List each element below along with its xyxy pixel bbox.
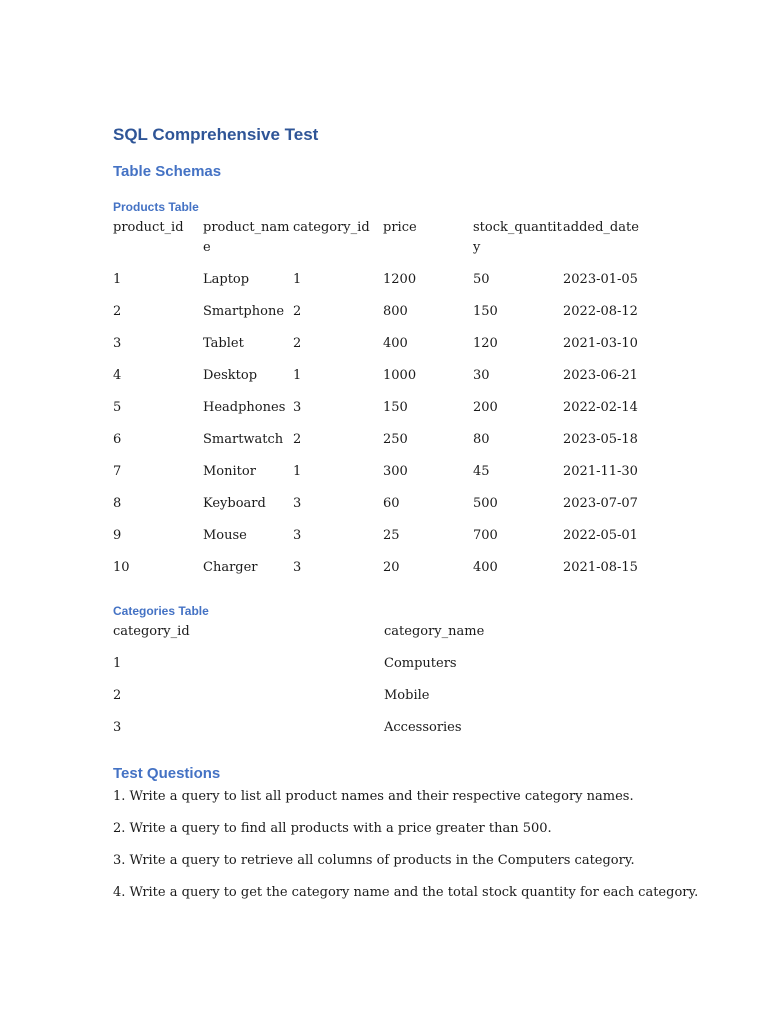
table-cell: 250: [383, 432, 408, 447]
table-cell: 2: [113, 304, 122, 319]
table-cell: 400: [473, 560, 498, 575]
table-cell: 3: [293, 496, 302, 511]
table-cell: 7: [113, 464, 122, 479]
table-cell: Laptop: [203, 272, 250, 287]
table-row: [113, 718, 564, 750]
categories-column-header: category_id: [113, 624, 190, 639]
table-cell: 150: [383, 400, 408, 415]
table-cell: 25: [383, 528, 400, 543]
table-row: [113, 270, 653, 302]
table-cell: 1: [113, 272, 122, 287]
table-row: [113, 366, 653, 398]
table-cell: Monitor: [203, 464, 256, 479]
table-cell: 3: [293, 400, 302, 415]
table-cell: 2023-06-21: [563, 368, 638, 383]
table-cell: Smartphone: [203, 304, 285, 319]
table-cell: 1: [293, 464, 302, 479]
table-cell: 2021-03-10: [563, 336, 638, 351]
table-cell: 60: [383, 496, 400, 511]
question-item: 4. Write a query to get the category name and the total stock quantity for each category.: [113, 885, 699, 900]
table-row: [113, 430, 653, 462]
table-row: [113, 398, 653, 430]
table-cell: 2: [293, 304, 302, 319]
question-item: 3. Write a query to retrieve all columns of products in the Computers category.: [113, 853, 635, 868]
table-cell: Headphones: [203, 400, 286, 415]
table-cell: 45: [473, 464, 490, 479]
table-cell: 700: [473, 528, 498, 543]
table-cell: 3: [113, 336, 122, 351]
table-cell: Charger: [203, 560, 258, 575]
table-cell: Desktop: [203, 368, 258, 383]
table-cell: Accessories: [384, 720, 462, 735]
question-item: 1. Write a query to list all product names and their respective category names.: [113, 789, 634, 804]
table-cell: 3: [113, 720, 122, 735]
table-cell: Computers: [384, 656, 457, 671]
products-table: [113, 218, 653, 590]
categories-table: [113, 622, 564, 750]
products-column-header: added_date: [563, 220, 639, 235]
table-cell: 3: [293, 528, 302, 543]
table-cell: 1000: [383, 368, 417, 383]
table-cell: 2021-11-30: [563, 464, 638, 479]
products-column-header: stock_quantity: [473, 220, 562, 255]
table-cell: 1200: [383, 272, 417, 287]
table-cell: 9: [113, 528, 122, 543]
table-row: [113, 334, 653, 366]
table-cell: 2023-05-18: [563, 432, 638, 447]
table-cell: Keyboard: [203, 496, 266, 511]
table-row: [113, 302, 653, 334]
document-title: SQL Comprehensive Test: [113, 125, 319, 144]
table-cell: 2021-08-15: [563, 560, 638, 575]
categories-header-row: [113, 622, 564, 654]
products-header-row: [113, 218, 653, 270]
schemas-heading: Table Schemas: [113, 163, 222, 180]
table-cell: 2023-01-05: [563, 272, 638, 287]
table-cell: 1: [293, 368, 302, 383]
table-cell: 150: [473, 304, 498, 319]
question-item: 2. Write a query to find all products with a price greater than 500.: [113, 821, 552, 836]
table-cell: 400: [383, 336, 408, 351]
products-column-header: category_id: [293, 220, 370, 235]
table-cell: 80: [473, 432, 490, 447]
table-cell: 300: [383, 464, 408, 479]
table-cell: 8: [113, 496, 122, 511]
table-cell: 4: [113, 368, 122, 383]
table-cell: 2: [293, 336, 302, 351]
table-row: [113, 494, 653, 526]
table-cell: 2: [113, 688, 122, 703]
table-row: [113, 526, 653, 558]
products-column-header: product_name: [203, 220, 290, 255]
table-row: [113, 558, 653, 590]
table-cell: 2: [293, 432, 302, 447]
table-row: [113, 686, 564, 718]
table-cell: 50: [473, 272, 490, 287]
products-column-header: product_id: [113, 220, 184, 235]
table-cell: 3: [293, 560, 302, 575]
table-cell: 6: [113, 432, 122, 447]
questions-list: [113, 787, 698, 915]
table-cell: 30: [473, 368, 490, 383]
table-cell: Mobile: [384, 688, 430, 703]
table-row: [113, 462, 653, 494]
table-cell: Tablet: [203, 336, 244, 351]
table-cell: 20: [383, 560, 400, 575]
table-cell: 10: [113, 560, 130, 575]
products-column-header: price: [383, 220, 417, 235]
table-cell: 1: [293, 272, 302, 287]
table-cell: Smartwatch: [203, 432, 284, 447]
table-cell: 2023-07-07: [563, 496, 638, 511]
table-row: [113, 654, 564, 686]
table-cell: Mouse: [203, 528, 247, 543]
table-cell: 2022-08-12: [563, 304, 638, 319]
table-cell: 1: [113, 656, 122, 671]
table-cell: 2022-05-01: [563, 528, 638, 543]
table-cell: 120: [473, 336, 498, 351]
table-cell: 5: [113, 400, 122, 415]
table-cell: 500: [473, 496, 498, 511]
table-cell: 200: [473, 400, 498, 415]
categories-table-heading: Categories Table: [113, 604, 209, 618]
questions-heading: Test Questions: [113, 765, 221, 782]
categories-column-header: category_name: [384, 624, 485, 639]
table-cell: 2022-02-14: [563, 400, 638, 415]
table-cell: 800: [383, 304, 408, 319]
products-table-heading: Products Table: [113, 200, 199, 214]
